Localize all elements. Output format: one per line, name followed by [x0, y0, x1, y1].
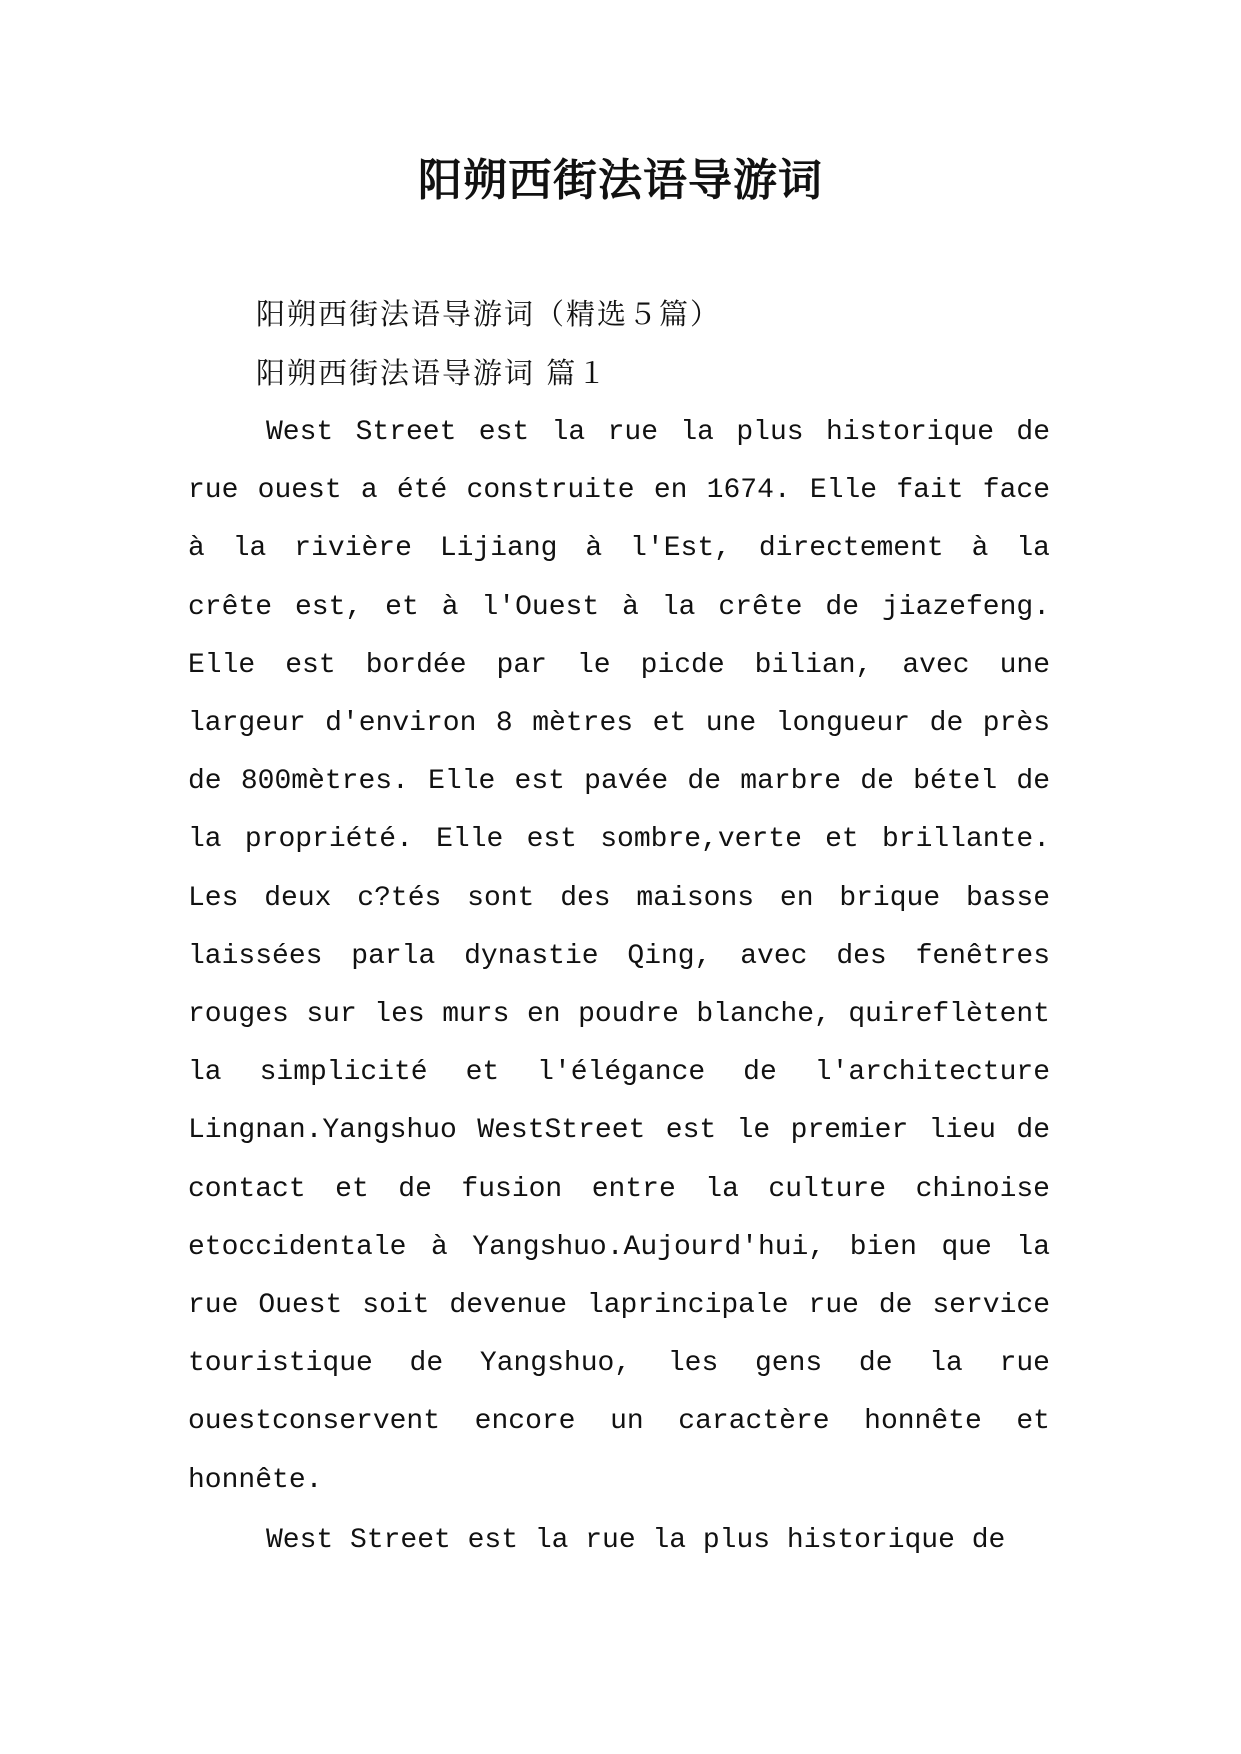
document-title: 阳朔西街法语导游词 — [418, 155, 823, 206]
document-subtitle: 阳朔西街法语导游词（精选５篇） — [256, 297, 722, 331]
body-paragraph: West Street est la rue la plus historique de rue ouest a été construite en 1674. Elle fait face à la rivière Lijiang à l'Est, directement à la crête est, et à l'Ouest à la crête de jiazefeng. Elle est bordée par le picde bilian, avec une largeur d'environ 8 mètres et une longueur de près de 800mètres. Elle est pavée de marbre de bétel de la propriété. Elle est sombre,verte et brillante. Les deux c?tés sont des maisons en brique basse laissées parla dynastie Qing, avec des fenêtres rouges sur les murs en poudre blanche, quireflètent la simplicité et l'élégance de l'architecture Lingnan.Yangshuo WestStreet est le premier lieu de contact et de fusion entre la culture chinoise etoccidentale à Yangshuo.Aujourd'hui, bien que la rue Ouest soit devenue laprincipale rue de service touristique de Yangshuo, les gens de la rue ouestconservent encore un caractère honnête et honnête. — [188, 417, 1050, 1496]
body-paragraph: West Street est la rue la plus historique de — [266, 1525, 1006, 1556]
section-heading: 阳朔西街法语导游词 篇１ — [256, 356, 609, 390]
